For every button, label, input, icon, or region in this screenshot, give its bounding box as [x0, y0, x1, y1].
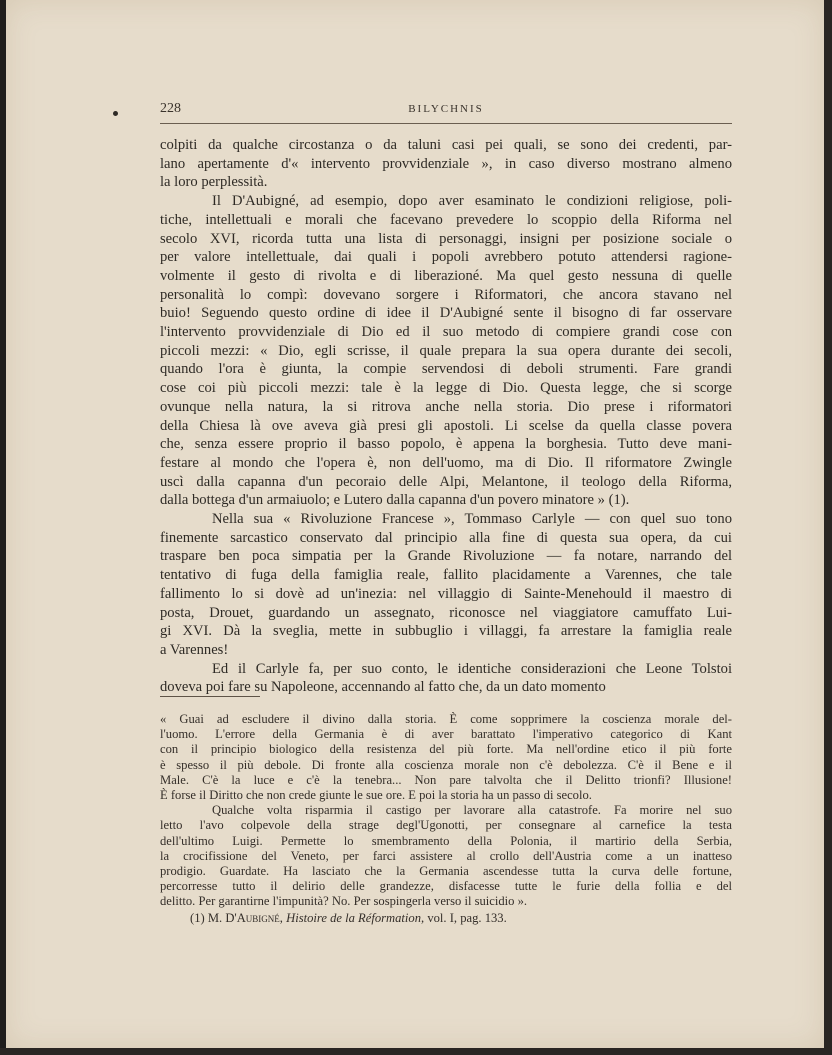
footnote-line: letto l'avo colpevole della strage degl'Ugonotti, per consegnare al carnefice la testa — [160, 818, 732, 833]
text-line: finemente sarcastico conservato dal principio alla fine di questa sua opera, da cui — [160, 529, 732, 546]
text-line: l'intervento provvidenziale di Dio ed il suo metodo di compiere grandi cose con — [160, 324, 732, 341]
text-line: fallimento lo si dovè ad un'inezia: nel villaggio di Sainte-Menehould il maestro di — [160, 585, 732, 602]
footnotes — [160, 712, 732, 926]
text-line: colpiti da qualche circostanza o da taluni casi pei quali, se sono dei credenti, par- — [160, 137, 732, 153]
text-line: per valore intellettuale, dai quali i popoli avrebbero potuto attendersi ragione- — [160, 249, 732, 266]
footnote-line: la crocifissione del Veneto, per farci assistere al crollo dell'Austria come a un inatteso — [160, 848, 732, 863]
text-line: che, senza essere proprio il basso popolo, è appena la borghesia. Tutto deve mani- — [160, 436, 732, 453]
text-line: volmente il gesto di rivolta e di liberazioné. Ma quel gesto nessuna di quelle — [160, 267, 732, 284]
paragraph — [160, 510, 732, 660]
text-line: buio! Seguendo questo ordine di idee il D'Aubigné sente il bisogno di far osservare — [160, 305, 732, 322]
paragraph — [160, 660, 732, 697]
main-text — [160, 136, 732, 697]
footnote-line: con il principio biologico della resistenza del più forte. Ma nell'ordine etico il più forte — [160, 742, 732, 757]
text-line: Il D'Aubigné, ad esempio, dopo aver esaminato le condizioni religiose, poli- — [212, 193, 732, 210]
text-line: lano apertamente d'« intervento provvidenziale », in caso diverso mostrano almeno — [160, 155, 732, 172]
text-line: secolo XVI, ricorda tutta una lista di personaggi, insigni per posizione sociale o — [160, 230, 732, 247]
text-line: traspare ben poca simpatia per la Grande Rivoluzione — fa notare, narrando del — [160, 548, 732, 565]
paragraph — [160, 192, 732, 510]
footnote-line: è spesso il più debole. Di fronte alla coscienza morale non c'è debolezza. C'è il Bene e il — [160, 757, 732, 772]
footnote-work-title: Histoire de la Réformation, — [286, 910, 425, 925]
header-rule — [160, 123, 732, 124]
footnote-line: dell'ultimo Luigi. Permette lo smembramento della Polonia, il martirio della Serbia, — [160, 833, 732, 848]
footnote-line: delitto. Per garantirne l'impunità? No. Per sospingerla verso il suicidio ». — [160, 894, 528, 909]
paragraph — [160, 136, 732, 192]
text-line: dalla bottega d'un armaiuolo; e Lutero dalla capanna d'un povero minatore » (1). — [160, 492, 630, 509]
page-number: 228 — [160, 101, 181, 116]
text-line: ovunque nella natura, la si ritrova anche nella storia. Dio prese i riformatori — [160, 398, 732, 415]
text-line: festare al mondo che l'opera è, non dell'uomo, ma di Dio. Il riformatore Zwingle — [160, 454, 732, 471]
footnote-separator — [160, 696, 260, 697]
page-bottom-shadow — [0, 1048, 832, 1055]
text-line: tiche, intellettuali e morali che facevano prevedere lo scoppio della Riforma nel — [160, 211, 732, 228]
page-header — [160, 101, 732, 121]
footnote-paragraph — [160, 712, 732, 803]
text-line: la loro perplessità. — [160, 174, 268, 191]
text-line: uscì dalla capanna d'un pecoraio delle Alpi, Melantone, il teologo della Riforma, — [160, 473, 732, 490]
text-line: piccoli mezzi: « Dio, egli scrisse, il quale prepara la sua opera durante dei secoli, — [160, 342, 732, 359]
text-line: quando l'ora è giunta, la compie servendosi di deboli strumenti. Fare grandi — [160, 361, 732, 378]
text-line: cose coi più piccoli mezzi: tale è la legge di Dio. Questa legge, che si scorge — [160, 380, 732, 397]
text-line: Nella sua « Rivoluzione Francese », Tommaso Carlyle — con quel suo tono — [212, 511, 732, 528]
footnote-number: (1) — [190, 910, 205, 925]
footnote-reference — [160, 911, 732, 926]
text-line: Ed il Carlyle fa, per suo conto, le identiche considerazioni che Leone Tolstoi — [212, 660, 732, 677]
running-title: BILYCHNIS — [408, 103, 484, 115]
footnote-paragraph — [160, 803, 732, 909]
footnote-line: « Guai ad escludere il divino dalla storia. È come sopprimere la coscienza morale del- — [160, 712, 732, 726]
footnote-line: Qualche volta risparmia il castigo per lavorare alla catastrofe. Fa morire nel suo — [212, 803, 732, 818]
footnote-author: M. D'Aubigné, — [207, 910, 283, 925]
text-line: gi XVI. Dà la sveglia, mette in subbuglio i villaggi, fa arrestare la famiglia reale — [160, 623, 732, 640]
text-line: personalità lo compì: dovevano sorgere i Riformatori, che ancora stavano nel — [160, 286, 732, 303]
ink-dot — [113, 111, 118, 116]
text-line: tentativo di fuga della famiglia reale, fallito placidamente a Varennes, che tale — [160, 567, 732, 584]
page-edge-shadow — [824, 0, 832, 1055]
footnote-details: vol. I, pag. 133. — [427, 910, 507, 925]
text-line: della Chiesa là ove aveva già presi gli apostoli. Li scelse da quella classe povera — [160, 417, 732, 434]
footnote-line: È forse il Diritto che non crede giunte le sue ore. E poi la storia ha un passo di secolo. — [160, 788, 592, 803]
footnote-line: l'uomo. L'errore della Germania è di aver barattato l'imperativo categorico di Kant — [160, 727, 732, 742]
footnote-line: percorresse tutto il delirio delle grandezze, disfacesse tutte le furie della follia e del — [160, 879, 732, 894]
text-line: doveva poi fare su Napoleone, accennando al fatto che, da un dato momento — [160, 679, 606, 696]
text-line: posta, Drouet, guardando un assegnato, riconosce nel viaggiatore camuffato Lui- — [160, 604, 732, 621]
footnote-line: Male. C'è la luce e c'è la tenebra... Non pare talvolta che il Delitto trionfi? Illusione! — [160, 772, 732, 787]
text-line: a Varennes! — [160, 641, 229, 658]
footnote-line: prodigio. Guardate. Ha lasciato che la Germania ascendesse tutta la curva delle fortune, — [160, 864, 732, 879]
